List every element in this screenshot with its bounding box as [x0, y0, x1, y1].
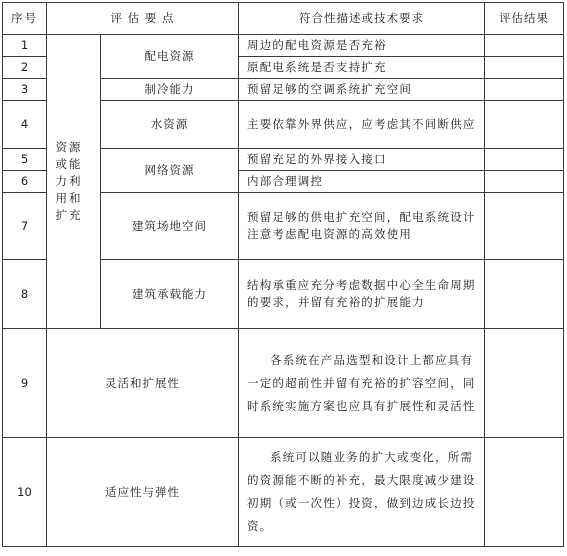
result-cell	[485, 149, 564, 171]
result-cell	[485, 35, 564, 57]
row-num: 6	[3, 171, 47, 193]
assessment-table	[2, 2, 564, 547]
row-desc: 结构承重应充分考虑数据中心全生命周期的要求，并留有充裕的扩展能力	[239, 260, 485, 329]
category-label: 资源或能力利用和扩充	[55, 140, 83, 222]
header-element: 评 估 要 点	[47, 3, 239, 35]
result-cell	[485, 101, 564, 149]
row-desc: 预留充足的外界接入接口	[239, 149, 485, 171]
result-cell	[485, 329, 564, 438]
header-num: 序号	[3, 3, 47, 35]
row-num: 9	[3, 329, 47, 438]
row-desc: 预留足够的供电扩充空间，配电系统设计注意考虑配电资源的高效使用	[239, 193, 485, 260]
table-row	[3, 329, 564, 438]
category-cell	[47, 35, 101, 329]
row-num: 1	[3, 35, 47, 57]
row-num: 7	[3, 193, 47, 260]
row-num: 3	[3, 79, 47, 101]
result-cell	[485, 438, 564, 547]
sub-element: 制冷能力	[101, 79, 239, 101]
table-row	[3, 35, 564, 57]
result-cell	[485, 260, 564, 329]
sub-element: 配电资源	[101, 35, 239, 79]
element-cell: 灵活和扩展性	[47, 329, 239, 438]
sub-element: 建筑场地空间	[101, 193, 239, 260]
header-result: 评估结果	[485, 3, 564, 35]
row-desc: 预留足够的空调系统扩充空间	[239, 79, 485, 101]
row-num: 8	[3, 260, 47, 329]
row-desc: 原配电系统是否支持扩充	[239, 57, 485, 79]
result-cell	[485, 171, 564, 193]
header-desc: 符合性描述或技术要求	[239, 3, 485, 35]
sub-element: 建筑承载能力	[101, 260, 239, 329]
row-desc: 系统可以随业务的扩大或变化，所需的资源能不断的补充，最大限度减少建设初期（或一次性）投资，做到边成长边投资。	[239, 438, 485, 547]
row-desc: 内部合理调控	[239, 171, 485, 193]
row-desc: 主要依靠外界供应，应考虑其不间断供应	[239, 101, 485, 149]
element-cell: 适应性与弹性	[47, 438, 239, 547]
sub-element: 网络资源	[101, 149, 239, 193]
row-desc: 各系统在产品选型和设计上都应具有一定的超前性并留有充裕的扩容空间，同时系统实施方案也应具有扩展性和灵活性	[239, 329, 485, 438]
row-num: 10	[3, 438, 47, 547]
header-row	[3, 3, 564, 35]
result-cell	[485, 57, 564, 79]
row-num: 2	[3, 57, 47, 79]
row-num: 5	[3, 149, 47, 171]
sub-element: 水资源	[101, 101, 239, 149]
result-cell	[485, 193, 564, 260]
result-cell	[485, 79, 564, 101]
row-desc: 周边的配电资源是否充裕	[239, 35, 485, 57]
row-num: 4	[3, 101, 47, 149]
table-row	[3, 438, 564, 547]
